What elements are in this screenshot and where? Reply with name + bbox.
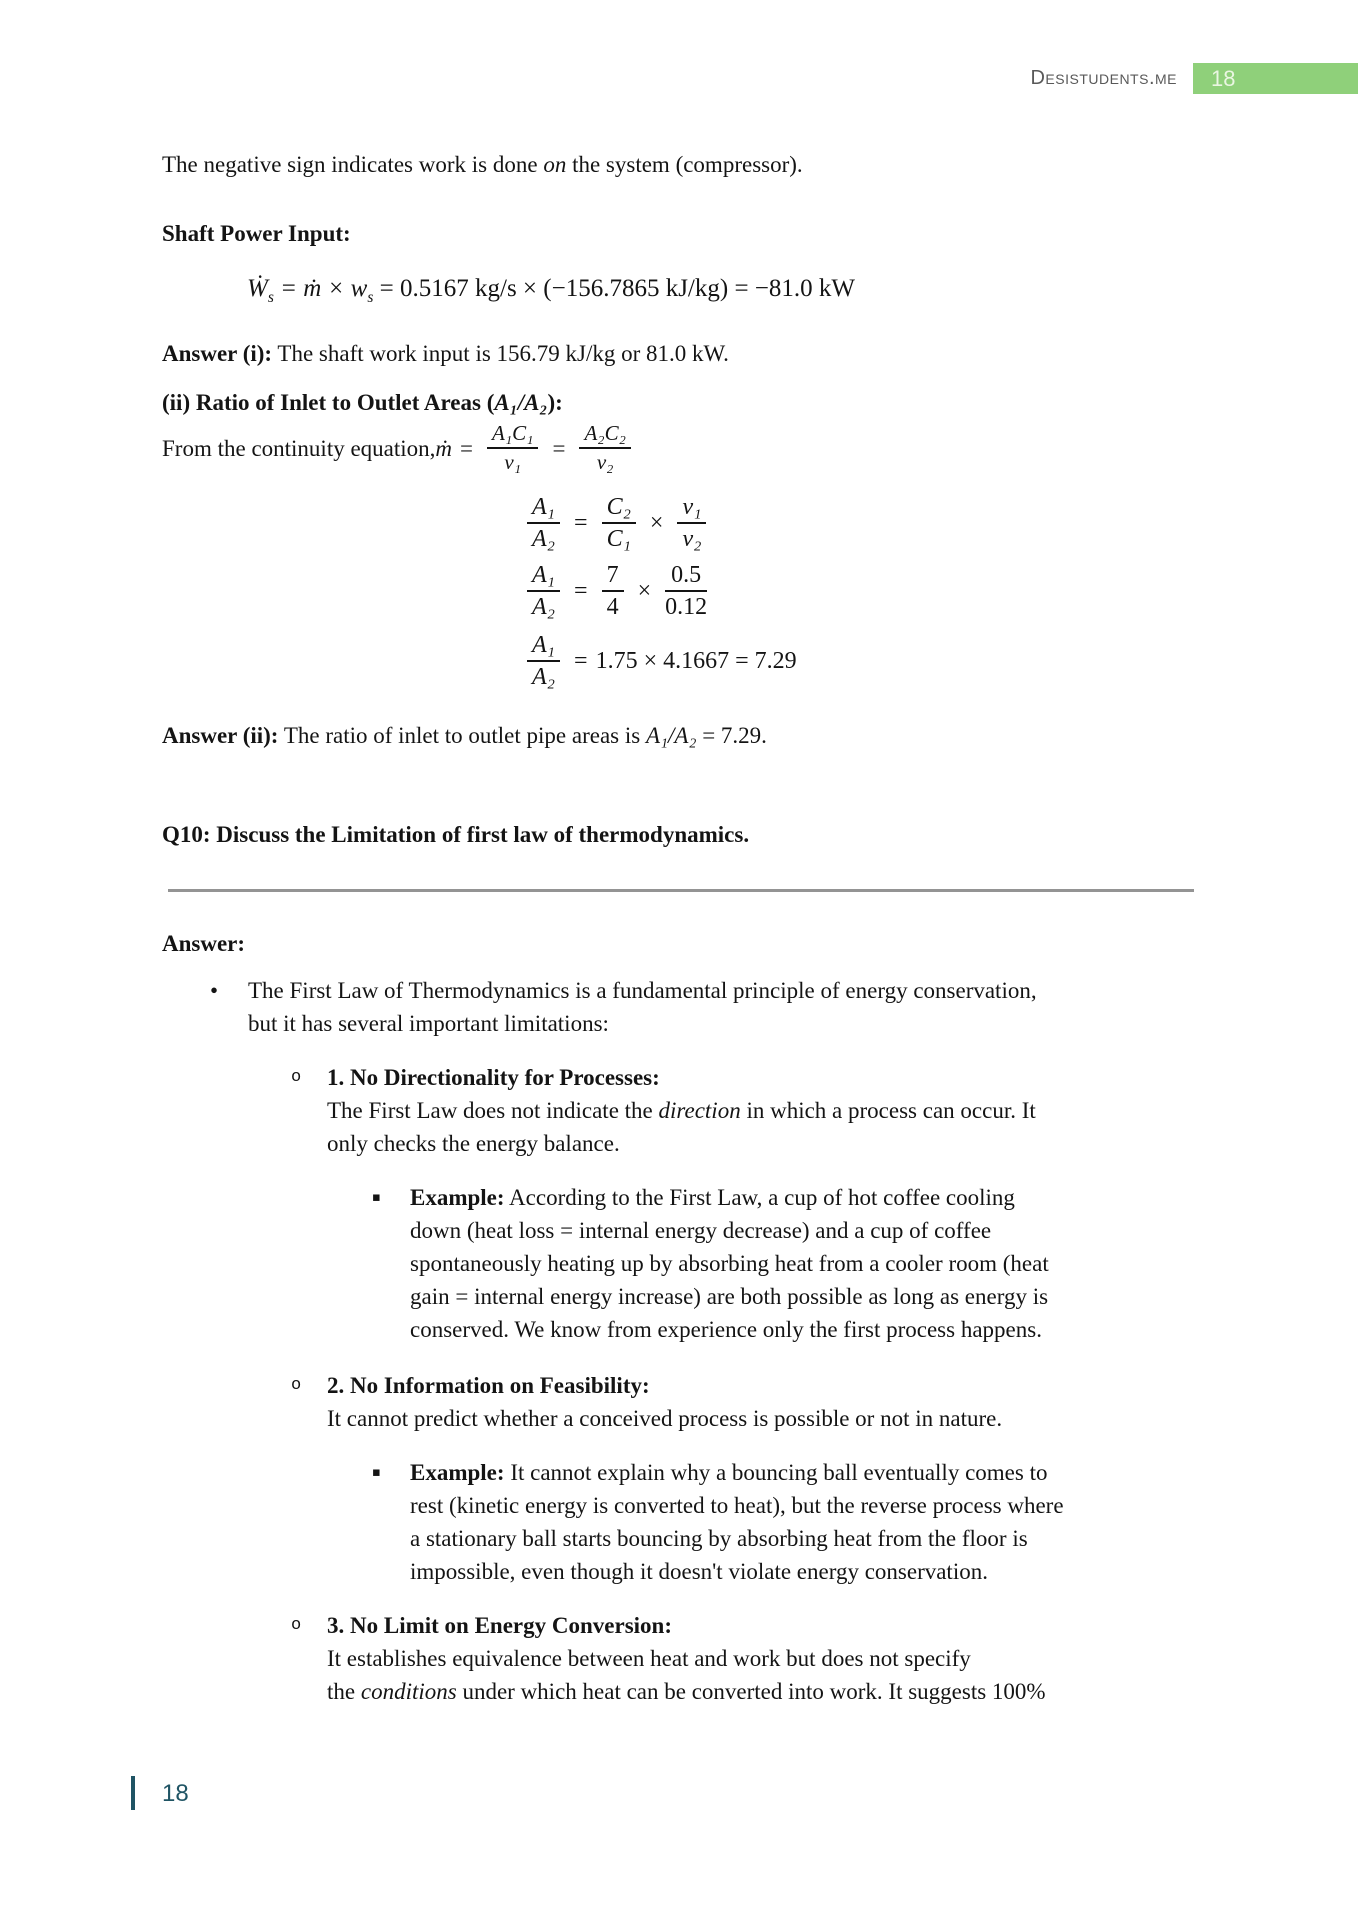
italic-run: direction bbox=[658, 1098, 741, 1123]
answer-i-text: The shaft work input is 156.79 kJ/kg or 81.0 kW. bbox=[272, 341, 729, 366]
text-line: Example: It cannot explain why a bouncing ball eventually comes to bbox=[410, 1460, 1048, 1485]
italic-run: on bbox=[543, 152, 567, 177]
example-item-1 bbox=[372, 1181, 1208, 1346]
intro-bullet-item bbox=[210, 974, 1208, 1040]
times-sign: × bbox=[637, 577, 652, 604]
bullet-icon: • bbox=[210, 978, 219, 1003]
equation-block bbox=[521, 493, 1208, 691]
circle-bullet-icon: o bbox=[291, 1068, 302, 1087]
text-run: ): bbox=[547, 390, 563, 415]
square-bullet-icon: ▪ bbox=[372, 1465, 381, 1480]
w-dot-symbol: Ẇ bbox=[247, 275, 268, 302]
ratio-areas-heading bbox=[162, 386, 1208, 419]
limitation-item-1 bbox=[291, 1061, 1208, 1160]
site-name: Desistudents.me bbox=[1030, 67, 1177, 89]
footer-page-number: 18 bbox=[162, 1779, 189, 1807]
text-run: From the continuity equation, bbox=[162, 435, 436, 461]
text-run: (ii) Ratio of Inlet to Outlet Areas ( bbox=[162, 390, 495, 415]
text-run: The negative sign indicates work is done bbox=[162, 152, 544, 177]
text-run: = 7.29. bbox=[696, 723, 767, 748]
answer-label: Answer: bbox=[162, 931, 246, 956]
fraction: $\frac{\text{A₁}}{\text{A₂}}$ bbox=[527, 631, 560, 691]
italic-run: conditions bbox=[360, 1679, 457, 1704]
equals-sign: = bbox=[574, 509, 588, 536]
text-run: the system (compressor). bbox=[566, 152, 803, 177]
equals-sign: = bbox=[552, 435, 566, 461]
text-run: The ratio of inlet to outlet pipe areas is bbox=[278, 723, 646, 748]
circle-bullet-icon: o bbox=[291, 1376, 302, 1395]
math-run: A₁/A₂ bbox=[645, 723, 697, 748]
page-footer bbox=[131, 1776, 189, 1810]
shaft-power-heading: Shaft Power Input: bbox=[162, 221, 351, 246]
equation-row-3 bbox=[521, 631, 1208, 691]
text-line: gain = internal energy increase) are both possible as long as energy is bbox=[410, 1284, 1049, 1309]
text-line: spontaneously heating up by absorbing heat from a cooler room (heat bbox=[410, 1251, 1049, 1276]
text-line: the conditions under which heat can be converted into work. It suggests 100% bbox=[327, 1679, 1046, 1704]
fraction: $\frac{\text{v₁}}{\text{v₂}}$ bbox=[677, 493, 706, 553]
text-line: but it has several important limitations: bbox=[248, 1011, 609, 1036]
fraction: $\frac{\text{C₂}}{\text{C₁}}$ bbox=[602, 493, 636, 553]
math-run: A₁/A₂ bbox=[494, 390, 548, 415]
formula-lhs bbox=[247, 275, 374, 306]
fraction: $\frac{\text{A₂C₂}}{\text{v₂}}$ bbox=[579, 421, 630, 475]
fraction: $\frac{0.5}{0.12}$ bbox=[665, 562, 708, 620]
equals-sign: = bbox=[574, 577, 588, 604]
q10-heading: Q10: Discuss the Limitation of first law of thermodynamics. bbox=[162, 822, 750, 847]
limitation-3-title: 3. No Limit on Energy Conversion: bbox=[327, 1613, 672, 1638]
limitation-2-title: 2. No Information on Feasibility: bbox=[327, 1373, 650, 1398]
equals-sign: = bbox=[460, 435, 474, 461]
answer-i-label: Answer (i): bbox=[162, 341, 273, 366]
limitation-item-3 bbox=[291, 1609, 1208, 1708]
mdot-term: = ṁ × bbox=[273, 275, 351, 302]
text-line: It establishes equivalence between heat and work but does not specify bbox=[327, 1646, 971, 1671]
section-divider bbox=[168, 889, 1194, 892]
times-sign: × bbox=[649, 509, 664, 536]
w-subscript: s bbox=[267, 289, 274, 306]
limitation-1-title: 1. No Directionality for Processes: bbox=[327, 1065, 660, 1090]
w-symbol: w bbox=[350, 275, 368, 302]
mdot-symbol: ṁ bbox=[435, 435, 453, 461]
answer-i bbox=[162, 337, 1208, 370]
formula-rhs: = 0.5167 kg/s × (−156.7865 kJ/kg) = −81.0 kW bbox=[373, 275, 855, 302]
equals-sign: = bbox=[574, 647, 588, 674]
text-line: It cannot predict whether a conceived process is possible or not in nature. bbox=[327, 1406, 1003, 1431]
answer-ii-label: Answer (ii): bbox=[162, 723, 279, 748]
text-line: a stationary ball starts bouncing by absorbing heat from the floor is bbox=[410, 1526, 1028, 1551]
text-line: conserved. We know from experience only the first process happens. bbox=[410, 1317, 1042, 1342]
equation-result: 1.75 × 4.1667 = 7.29 bbox=[595, 647, 797, 674]
text-line: The First Law does not indicate the direction in which a process can occur. It bbox=[327, 1098, 1036, 1123]
text-line: impossible, even though it doesn't violate energy conservation. bbox=[410, 1559, 988, 1584]
page-header bbox=[1030, 62, 1358, 95]
answer-ii bbox=[162, 719, 1208, 752]
shaft-power-formula bbox=[162, 266, 940, 321]
continuity-equation bbox=[162, 419, 1208, 477]
example-label: Example: bbox=[410, 1460, 505, 1485]
text-line: only checks the energy balance. bbox=[327, 1131, 620, 1156]
paragraph-negative-sign bbox=[162, 148, 1208, 181]
w-subscript: s bbox=[367, 289, 374, 306]
fraction: $\frac{\text{A₁}}{\text{A₂}}$ bbox=[527, 493, 560, 553]
fraction: $\frac{7}{4}$ bbox=[602, 561, 624, 621]
intro-bullet-text bbox=[248, 974, 1208, 1040]
circle-bullet-icon: o bbox=[291, 1616, 302, 1635]
square-bullet-icon: ▪ bbox=[372, 1190, 381, 1205]
text-line: down (heat loss = internal energy decrease) and a cup of coffee bbox=[410, 1218, 992, 1243]
text-line: The First Law of Thermodynamics is a fundamental principle of energy conservation, bbox=[248, 978, 1037, 1003]
fraction: $\frac{\text{A₁C₁}}{\text{v₁}}$ bbox=[487, 421, 538, 475]
text-line: rest (kinetic energy is converted to heat), but the reverse process where bbox=[410, 1493, 1064, 1518]
example-label: Example: bbox=[410, 1185, 505, 1210]
equation-row-1 bbox=[521, 493, 1208, 553]
text-line: Example: According to the First Law, a cup of hot coffee cooling bbox=[410, 1185, 1015, 1210]
equation-row-2 bbox=[521, 561, 1208, 621]
example-item-2 bbox=[372, 1456, 1208, 1588]
fraction: $\frac{\text{A₁}}{\text{A₂}}$ bbox=[527, 561, 560, 621]
limitation-item-2 bbox=[291, 1369, 1208, 1435]
footer-accent-bar bbox=[131, 1776, 135, 1810]
page-number-badge: 18 bbox=[1193, 63, 1358, 94]
